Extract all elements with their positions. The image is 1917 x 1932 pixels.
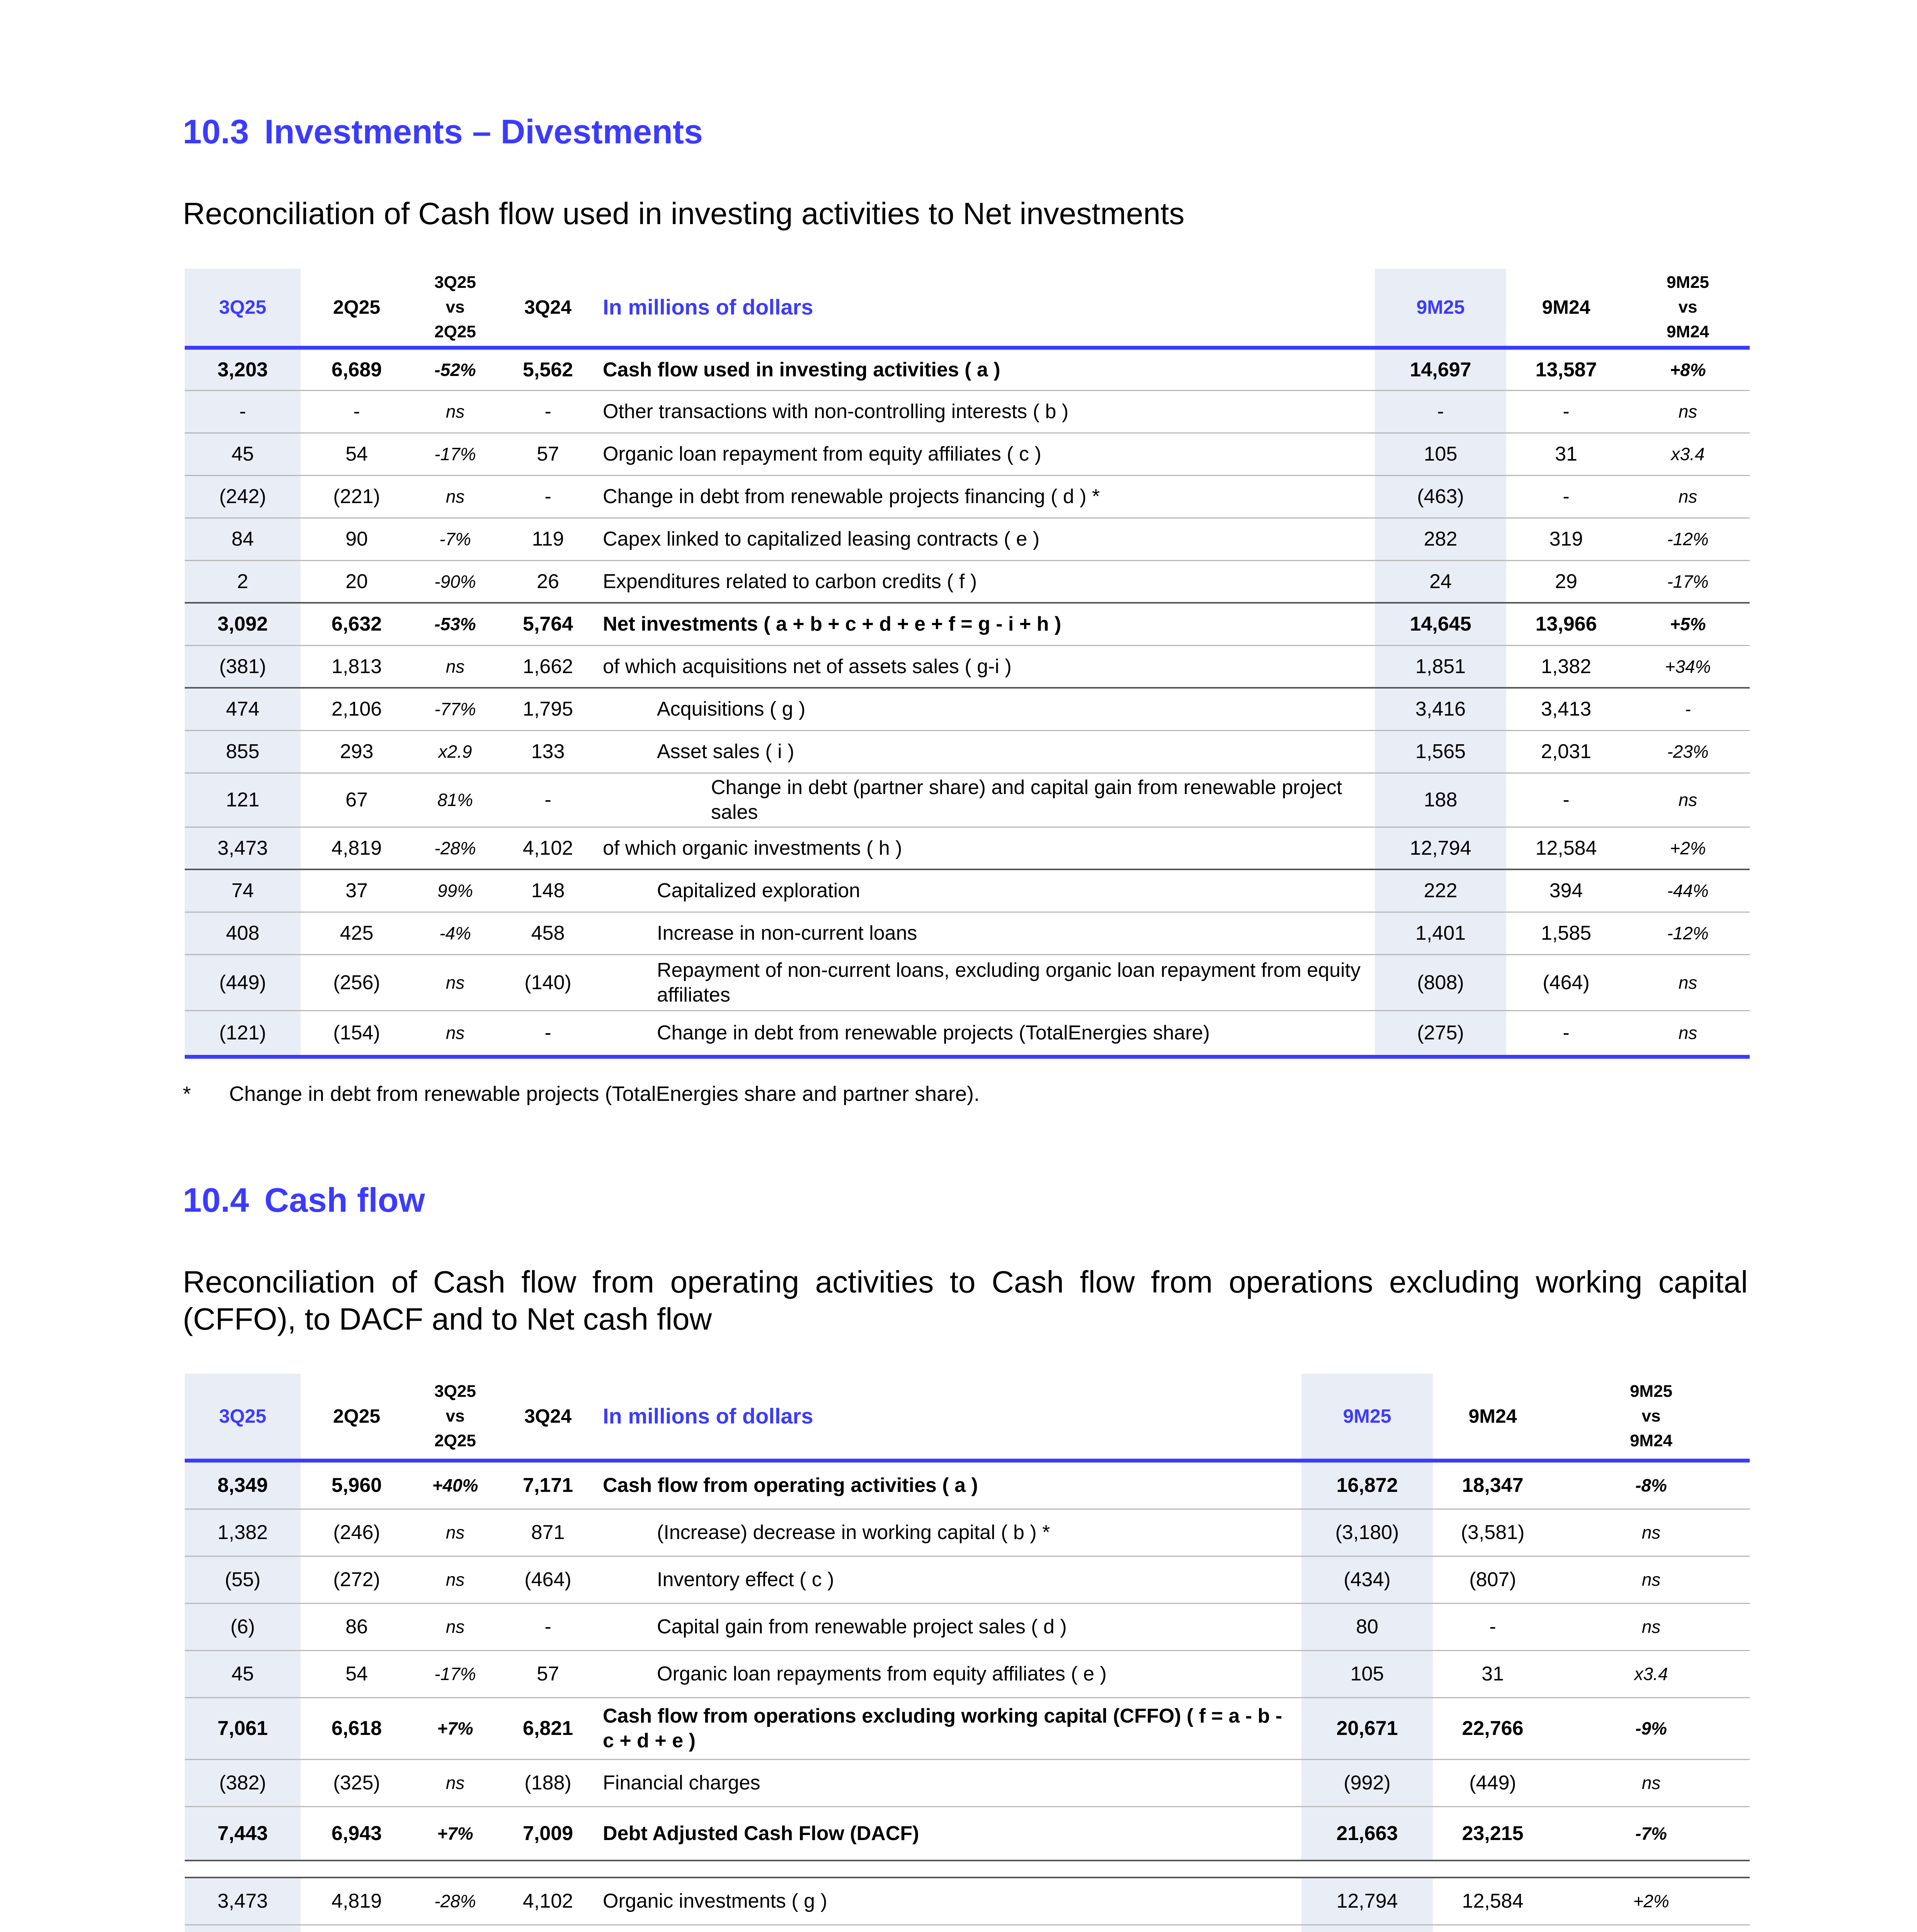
cell-change-q: -53% [413, 603, 498, 645]
cell-9m24: 13,587 [1506, 348, 1626, 390]
cell-9m24: 31 [1433, 1650, 1553, 1697]
cell-change-q: -17% [413, 1650, 498, 1697]
table-row [185, 1925, 1750, 1932]
cell-change-q: ns [413, 1509, 498, 1556]
cell-change-9m: x3.4 [1553, 1650, 1750, 1697]
cell-9m24: (464) [1506, 954, 1626, 1010]
row-label-text: Cash flow used in investing activities ( a ) [603, 358, 1000, 381]
cell-3q24 [498, 1925, 598, 1932]
cell-change-q: ns [413, 390, 498, 433]
row-label-text: Cash flow from operating activities ( a ) [603, 1474, 978, 1497]
cell-change-9m: -9% [1553, 1697, 1750, 1759]
cell-3q24: - [498, 475, 598, 518]
cell-3q25: (449) [185, 954, 301, 1010]
cell-label [598, 1010, 1375, 1057]
cell-9m24: 2,031 [1506, 730, 1626, 773]
cell-2q25: (325) [301, 1759, 413, 1806]
cell-change-q: -28% [413, 1878, 498, 1925]
cell-change-q: ns [413, 475, 498, 518]
row-label-text: Asset sales ( i ) [657, 740, 794, 763]
row-label-text: Change in debt from renewable projects (TotalEnergies share) [657, 1022, 1210, 1044]
cell-label [598, 560, 1375, 603]
col-header-3q25-vs-2q25: 3Q25 vs 2Q25 [413, 269, 498, 348]
cell-label [598, 954, 1375, 1010]
cell-change-9m: +5% [1626, 603, 1750, 645]
cell-change-q: +40% [413, 1461, 498, 1509]
cell-3q25: (242) [185, 475, 301, 518]
cell-change-q: ns [413, 1759, 498, 1806]
cell-9m25: 282 [1375, 518, 1506, 560]
investments-table [185, 269, 1750, 1059]
cell-2q25: 6,632 [301, 603, 413, 645]
cell-3q24: 5,764 [498, 603, 598, 645]
section-number: 10.3 [183, 112, 249, 151]
cell-9m24: 394 [1506, 869, 1626, 912]
table-row [185, 1759, 1750, 1806]
cell-9m25: (3,180) [1301, 1509, 1433, 1556]
cell-change-9m: ns [1626, 954, 1750, 1010]
cell-change-9m: +2% [1626, 827, 1750, 869]
row-label-text: Financial charges [603, 1772, 760, 1794]
row-label-text: Change in debt from renewable projects financing ( d ) * [603, 485, 1100, 508]
cell-2q25: 2,106 [301, 688, 413, 730]
row-label-text: Organic loan repayments from equity affiliates ( e ) [657, 1663, 1107, 1685]
cell-label [598, 1461, 1301, 1509]
cell-9m24: 22,766 [1433, 1697, 1553, 1759]
cell-9m25: 222 [1375, 869, 1506, 912]
cell-9m25: 24 [1375, 560, 1506, 603]
cell-3q25: 8,349 [185, 1461, 301, 1509]
cell-9m24: - [1506, 390, 1626, 433]
cell-3q25: 74 [185, 869, 301, 912]
table-row [185, 348, 1750, 390]
table-row [185, 1603, 1750, 1650]
cell-2q25: 6,943 [301, 1806, 413, 1861]
col-header-9m25-vs-9m24: 9M25 vs 9M24 [1553, 1374, 1750, 1461]
cell-3q25: (381) [185, 645, 301, 688]
cell-3q24: 4,102 [498, 1878, 598, 1925]
cell-3q25: 45 [185, 1650, 301, 1697]
cell-3q24: 7,009 [498, 1806, 598, 1861]
table-row [185, 1806, 1750, 1861]
col-header-3q25-vs-2q25: 3Q25 vs 2Q25 [413, 1374, 498, 1461]
cell-9m24 [1433, 1925, 1553, 1932]
cell-3q25: - [185, 390, 301, 433]
cell-9m25: - [1375, 390, 1506, 433]
cell-3q25: 474 [185, 688, 301, 730]
cell-9m25: (434) [1301, 1556, 1433, 1603]
cell-9m24: 13,966 [1506, 603, 1626, 645]
cell-label [598, 869, 1375, 912]
table-row [185, 1461, 1750, 1509]
cell-change-q: -77% [413, 688, 498, 730]
cell-2q25: 20 [301, 560, 413, 603]
cell-change-q: -90% [413, 560, 498, 603]
cell-3q24: 57 [498, 1650, 598, 1697]
row-label-text: Capitalized exploration [657, 879, 861, 902]
cell-9m25: 105 [1301, 1650, 1433, 1697]
cell-3q24: 1,795 [498, 688, 598, 730]
cell-2q25: 54 [301, 433, 413, 475]
table-row [185, 869, 1750, 912]
cell-label [598, 1806, 1301, 1861]
cell-label [598, 603, 1375, 645]
cell-label [598, 1697, 1301, 1759]
table-spacer [185, 1861, 1750, 1878]
cell-3q25: 3,473 [185, 827, 301, 869]
col-header-3q25: 3Q25 [185, 1374, 301, 1461]
cell-3q24: 1,662 [498, 645, 598, 688]
row-label-text: of which acquisitions net of assets sales ( g-i ) [603, 655, 1012, 678]
table-row [185, 518, 1750, 560]
cell-3q25: 84 [185, 518, 301, 560]
cell-change-9m: - [1626, 688, 1750, 730]
cell-3q24: (188) [498, 1759, 598, 1806]
cell-3q24: 119 [498, 518, 598, 560]
cell-2q25: 4,819 [301, 827, 413, 869]
cell-change-q: 81% [413, 773, 498, 827]
cell-9m24: - [1506, 1010, 1626, 1057]
table-row [185, 603, 1750, 645]
cell-3q24: 6,821 [498, 1697, 598, 1759]
cell-3q24: - [498, 1010, 598, 1057]
table-subtitle: Reconciliation of Cash flow from operating activities to Cash flow from operations excluding working capital (CFFO), to DACF and to Net cash flow [183, 1265, 1748, 1336]
cell-9m24: 12,584 [1433, 1878, 1553, 1925]
cell-3q24: (464) [498, 1556, 598, 1603]
row-label-text: (Increase) decrease in working capital ( b ) * [657, 1521, 1050, 1544]
cell-2q25: (154) [301, 1010, 413, 1057]
cell-label [598, 518, 1375, 560]
cell-9m24: - [1506, 773, 1626, 827]
cell-2q25: 5,960 [301, 1461, 413, 1509]
cell-9m25: 12,794 [1301, 1878, 1433, 1925]
cell-2q25: 6,689 [301, 348, 413, 390]
table-subtitle: Reconciliation of Cash flow used in investing activities to Net investments [183, 196, 1185, 231]
col-header-label: In millions of dollars [598, 269, 1375, 348]
cell-label [598, 1556, 1301, 1603]
cell-3q24: 458 [498, 912, 598, 954]
section-title: Investments – Divestments [264, 112, 703, 151]
cell-3q24: 4,102 [498, 827, 598, 869]
row-label-text: Other transactions with non-controlling interests ( b ) [603, 400, 1069, 423]
cell-change-9m: -17% [1626, 560, 1750, 603]
cell-9m25: 1,401 [1375, 912, 1506, 954]
cell-2q25: 54 [301, 1650, 413, 1697]
cell-9m25: 1,565 [1375, 730, 1506, 773]
cell-3q25: (121) [185, 1010, 301, 1057]
cell-3q25: 45 [185, 433, 301, 475]
cell-change-9m: +2% [1553, 1878, 1750, 1925]
cell-9m24: - [1433, 1603, 1553, 1650]
footnote-text: Change in debt from renewable projects (TotalEnergies share and partner share). [229, 1082, 980, 1105]
section-heading-10-4 [183, 1180, 425, 1220]
cell-3q25: 121 [185, 773, 301, 827]
cell-9m25: 80 [1301, 1603, 1433, 1650]
cell-change-9m: -12% [1626, 518, 1750, 560]
cell-2q25: 4,819 [301, 1878, 413, 1925]
cell-3q25 [185, 1925, 301, 1932]
cell-label [598, 1925, 1301, 1932]
cell-2q25: 90 [301, 518, 413, 560]
table-row [185, 1697, 1750, 1759]
cell-2q25: 67 [301, 773, 413, 827]
cell-change-9m: -44% [1626, 869, 1750, 912]
footnote-investments [183, 1082, 980, 1106]
cell-3q24: - [498, 390, 598, 433]
table-row [185, 730, 1750, 773]
row-label-text: Organic investments ( g ) [603, 1890, 827, 1913]
col-header-9m25: 9M25 [1375, 269, 1506, 348]
cell-9m24: 3,413 [1506, 688, 1626, 730]
cell-3q24: 26 [498, 560, 598, 603]
cell-label [598, 827, 1375, 869]
table-row [185, 475, 1750, 518]
table-row [185, 645, 1750, 688]
cell-3q25: 7,061 [185, 1697, 301, 1759]
cell-9m25: 1,851 [1375, 645, 1506, 688]
row-label-text: Capital gain from renewable project sales ( d ) [657, 1616, 1067, 1638]
cell-label [598, 645, 1375, 688]
table-row [185, 1509, 1750, 1556]
cell-change-9m: ns [1626, 773, 1750, 827]
cell-change-9m: ns [1626, 1010, 1750, 1057]
cell-2q25: 1,813 [301, 645, 413, 688]
cell-9m25: (275) [1375, 1010, 1506, 1057]
cell-label [598, 1509, 1301, 1556]
cell-label [598, 1650, 1301, 1697]
cell-2q25 [301, 1925, 413, 1932]
col-header-9m25-vs-9m24: 9M25 vs 9M24 [1626, 269, 1750, 348]
table-row [185, 1878, 1750, 1925]
cell-change-9m: ns [1553, 1759, 1750, 1806]
cell-change-q: -52% [413, 348, 498, 390]
col-header-9m25: 9M25 [1301, 1374, 1433, 1461]
col-header-9m24: 9M24 [1433, 1374, 1553, 1461]
cell-9m24: - [1506, 475, 1626, 518]
cell-2q25: 37 [301, 869, 413, 912]
cell-change-9m: ns [1553, 1603, 1750, 1650]
row-label-text: Capex linked to capitalized leasing contracts ( e ) [603, 528, 1040, 550]
cell-change-9m: ns [1553, 1509, 1750, 1556]
cell-change-9m: ns [1626, 475, 1750, 518]
cell-label [598, 475, 1375, 518]
cell-label [598, 912, 1375, 954]
cell-9m25: 3,416 [1375, 688, 1506, 730]
cell-2q25: 86 [301, 1603, 413, 1650]
cell-change-9m: -23% [1626, 730, 1750, 773]
cell-3q24: - [498, 1603, 598, 1650]
cell-2q25: - [301, 390, 413, 433]
row-label-text: Increase in non-current loans [657, 922, 917, 944]
cell-3q25: 855 [185, 730, 301, 773]
cell-change-9m: -8% [1553, 1461, 1750, 1509]
cell-9m25: (808) [1375, 954, 1506, 1010]
cell-label [598, 1759, 1301, 1806]
table-row [185, 1650, 1750, 1697]
cell-change-q: ns [413, 645, 498, 688]
cell-9m25 [1301, 1925, 1433, 1932]
cell-label [598, 1603, 1301, 1650]
cell-9m24: (807) [1433, 1556, 1553, 1603]
cell-change-q: -17% [413, 433, 498, 475]
cell-change-9m: +8% [1626, 348, 1750, 390]
table-row [185, 433, 1750, 475]
cell-change-q: -7% [413, 518, 498, 560]
table-row [185, 827, 1750, 869]
cell-3q25: 3,092 [185, 603, 301, 645]
cell-9m25: 12,794 [1375, 827, 1506, 869]
cell-3q25: 7,443 [185, 1806, 301, 1861]
cell-change-q: -4% [413, 912, 498, 954]
cell-9m25: 188 [1375, 773, 1506, 827]
row-label-text: Repayment of non-current loans, excluding organic loan repayment from equity affiliates [657, 959, 1361, 1006]
cell-change-q: ns [413, 1556, 498, 1603]
cell-change-9m: +34% [1626, 645, 1750, 688]
row-label-text: Net investments ( a + b + c + d + e + f = g - i + h ) [603, 613, 1061, 636]
cell-9m24: 18,347 [1433, 1461, 1553, 1509]
cell-9m24: 31 [1506, 433, 1626, 475]
cell-2q25: (246) [301, 1509, 413, 1556]
cell-change-9m: ns [1626, 390, 1750, 433]
cell-label [598, 688, 1375, 730]
cell-3q25: (6) [185, 1603, 301, 1650]
col-header-2q25: 2Q25 [301, 1374, 413, 1461]
row-label-text: Debt Adjusted Cash Flow (DACF) [603, 1822, 919, 1845]
table-row [185, 773, 1750, 827]
cell-9m24: 1,382 [1506, 645, 1626, 688]
cell-3q25: (55) [185, 1556, 301, 1603]
cell-3q25: (382) [185, 1759, 301, 1806]
cell-change-q: +7% [413, 1697, 498, 1759]
cell-3q25: 2 [185, 560, 301, 603]
cell-label [598, 348, 1375, 390]
table-row [185, 688, 1750, 730]
table-row [185, 1556, 1750, 1603]
col-header-3q24: 3Q24 [498, 269, 598, 348]
cell-9m24: 23,215 [1433, 1806, 1553, 1861]
row-label-text: Cash flow from operations excluding working capital (CFFO) ( f = a - b - c + d + e ) [603, 1705, 1283, 1752]
cell-9m25: 21,663 [1301, 1806, 1433, 1861]
cell-change-q: -28% [413, 827, 498, 869]
col-header-label: In millions of dollars [598, 1374, 1301, 1461]
cell-3q24: (140) [498, 954, 598, 1010]
cell-9m24: 1,585 [1506, 912, 1626, 954]
cell-change-q: ns [413, 954, 498, 1010]
cell-9m24: 319 [1506, 518, 1626, 560]
cell-3q25: 408 [185, 912, 301, 954]
cell-3q24: - [498, 773, 598, 827]
row-label-text: Expenditures related to carbon credits ( f ) [603, 570, 977, 593]
table-row [185, 390, 1750, 433]
cell-change-q: 99% [413, 869, 498, 912]
cell-label [598, 433, 1375, 475]
cell-9m24: (3,581) [1433, 1509, 1553, 1556]
cell-3q25: 1,382 [185, 1509, 301, 1556]
cell-2q25: 293 [301, 730, 413, 773]
row-label-text: Organic loan repayment from equity affiliates ( c ) [603, 443, 1041, 465]
section-number: 10.4 [183, 1181, 249, 1219]
spacer-cell [185, 1861, 1750, 1878]
cell-change-9m: ns [1553, 1556, 1750, 1603]
cell-change-9m: x3.4 [1626, 433, 1750, 475]
col-header-3q24: 3Q24 [498, 1374, 598, 1461]
cell-change-9m: -12% [1626, 912, 1750, 954]
cell-label [598, 1878, 1301, 1925]
cell-2q25: 425 [301, 912, 413, 954]
cell-9m25: 16,872 [1301, 1461, 1433, 1509]
cell-3q24: 133 [498, 730, 598, 773]
section-heading-10-3 [183, 112, 703, 151]
cell-2q25: (256) [301, 954, 413, 1010]
cell-9m24: 12,584 [1506, 827, 1626, 869]
col-header-2q25: 2Q25 [301, 269, 413, 348]
cell-9m25: (992) [1301, 1759, 1433, 1806]
cell-change-q [413, 1925, 498, 1932]
cell-3q24: 148 [498, 869, 598, 912]
table-row [185, 560, 1750, 603]
table-row [185, 954, 1750, 1010]
cash-flow-table [185, 1374, 1750, 1932]
cell-change-q: +7% [413, 1806, 498, 1861]
row-label-text: Inventory effect ( c ) [657, 1568, 834, 1591]
cell-3q24: 871 [498, 1509, 598, 1556]
cell-change-9m: -7% [1553, 1806, 1750, 1861]
cell-label [598, 773, 1375, 827]
row-label-text: Change in debt (partner share) and capital gain from renewable project sales [711, 776, 1342, 823]
cell-3q24: 7,171 [498, 1461, 598, 1509]
footnote-mark: * [183, 1082, 191, 1105]
cell-3q25: 3,203 [185, 348, 301, 390]
col-header-3q25: 3Q25 [185, 269, 301, 348]
cell-change-q: ns [413, 1603, 498, 1650]
cell-change-q: ns [413, 1010, 498, 1057]
cell-change-9m [1553, 1925, 1750, 1932]
cell-3q24: 5,562 [498, 348, 598, 390]
cell-change-q: x2.9 [413, 730, 498, 773]
cell-9m25: 14,645 [1375, 603, 1506, 645]
cell-9m24: (449) [1433, 1759, 1553, 1806]
cell-9m25: 14,697 [1375, 348, 1506, 390]
cell-2q25: (272) [301, 1556, 413, 1603]
cell-3q25: 3,473 [185, 1878, 301, 1925]
cell-2q25: (221) [301, 475, 413, 518]
cell-9m25: 20,671 [1301, 1697, 1433, 1759]
cell-2q25: 6,618 [301, 1697, 413, 1759]
cell-9m25: 105 [1375, 433, 1506, 475]
row-label-text: Acquisitions ( g ) [657, 698, 806, 721]
cell-3q24: 57 [498, 433, 598, 475]
section-title: Cash flow [264, 1181, 425, 1219]
table-row [185, 912, 1750, 954]
col-header-9m24: 9M24 [1506, 269, 1626, 348]
cell-9m24: 29 [1506, 560, 1626, 603]
row-label-text: of which organic investments ( h ) [603, 837, 902, 859]
cell-label [598, 390, 1375, 433]
cell-label [598, 730, 1375, 773]
cell-9m25: (463) [1375, 475, 1506, 518]
table-row [185, 1010, 1750, 1057]
